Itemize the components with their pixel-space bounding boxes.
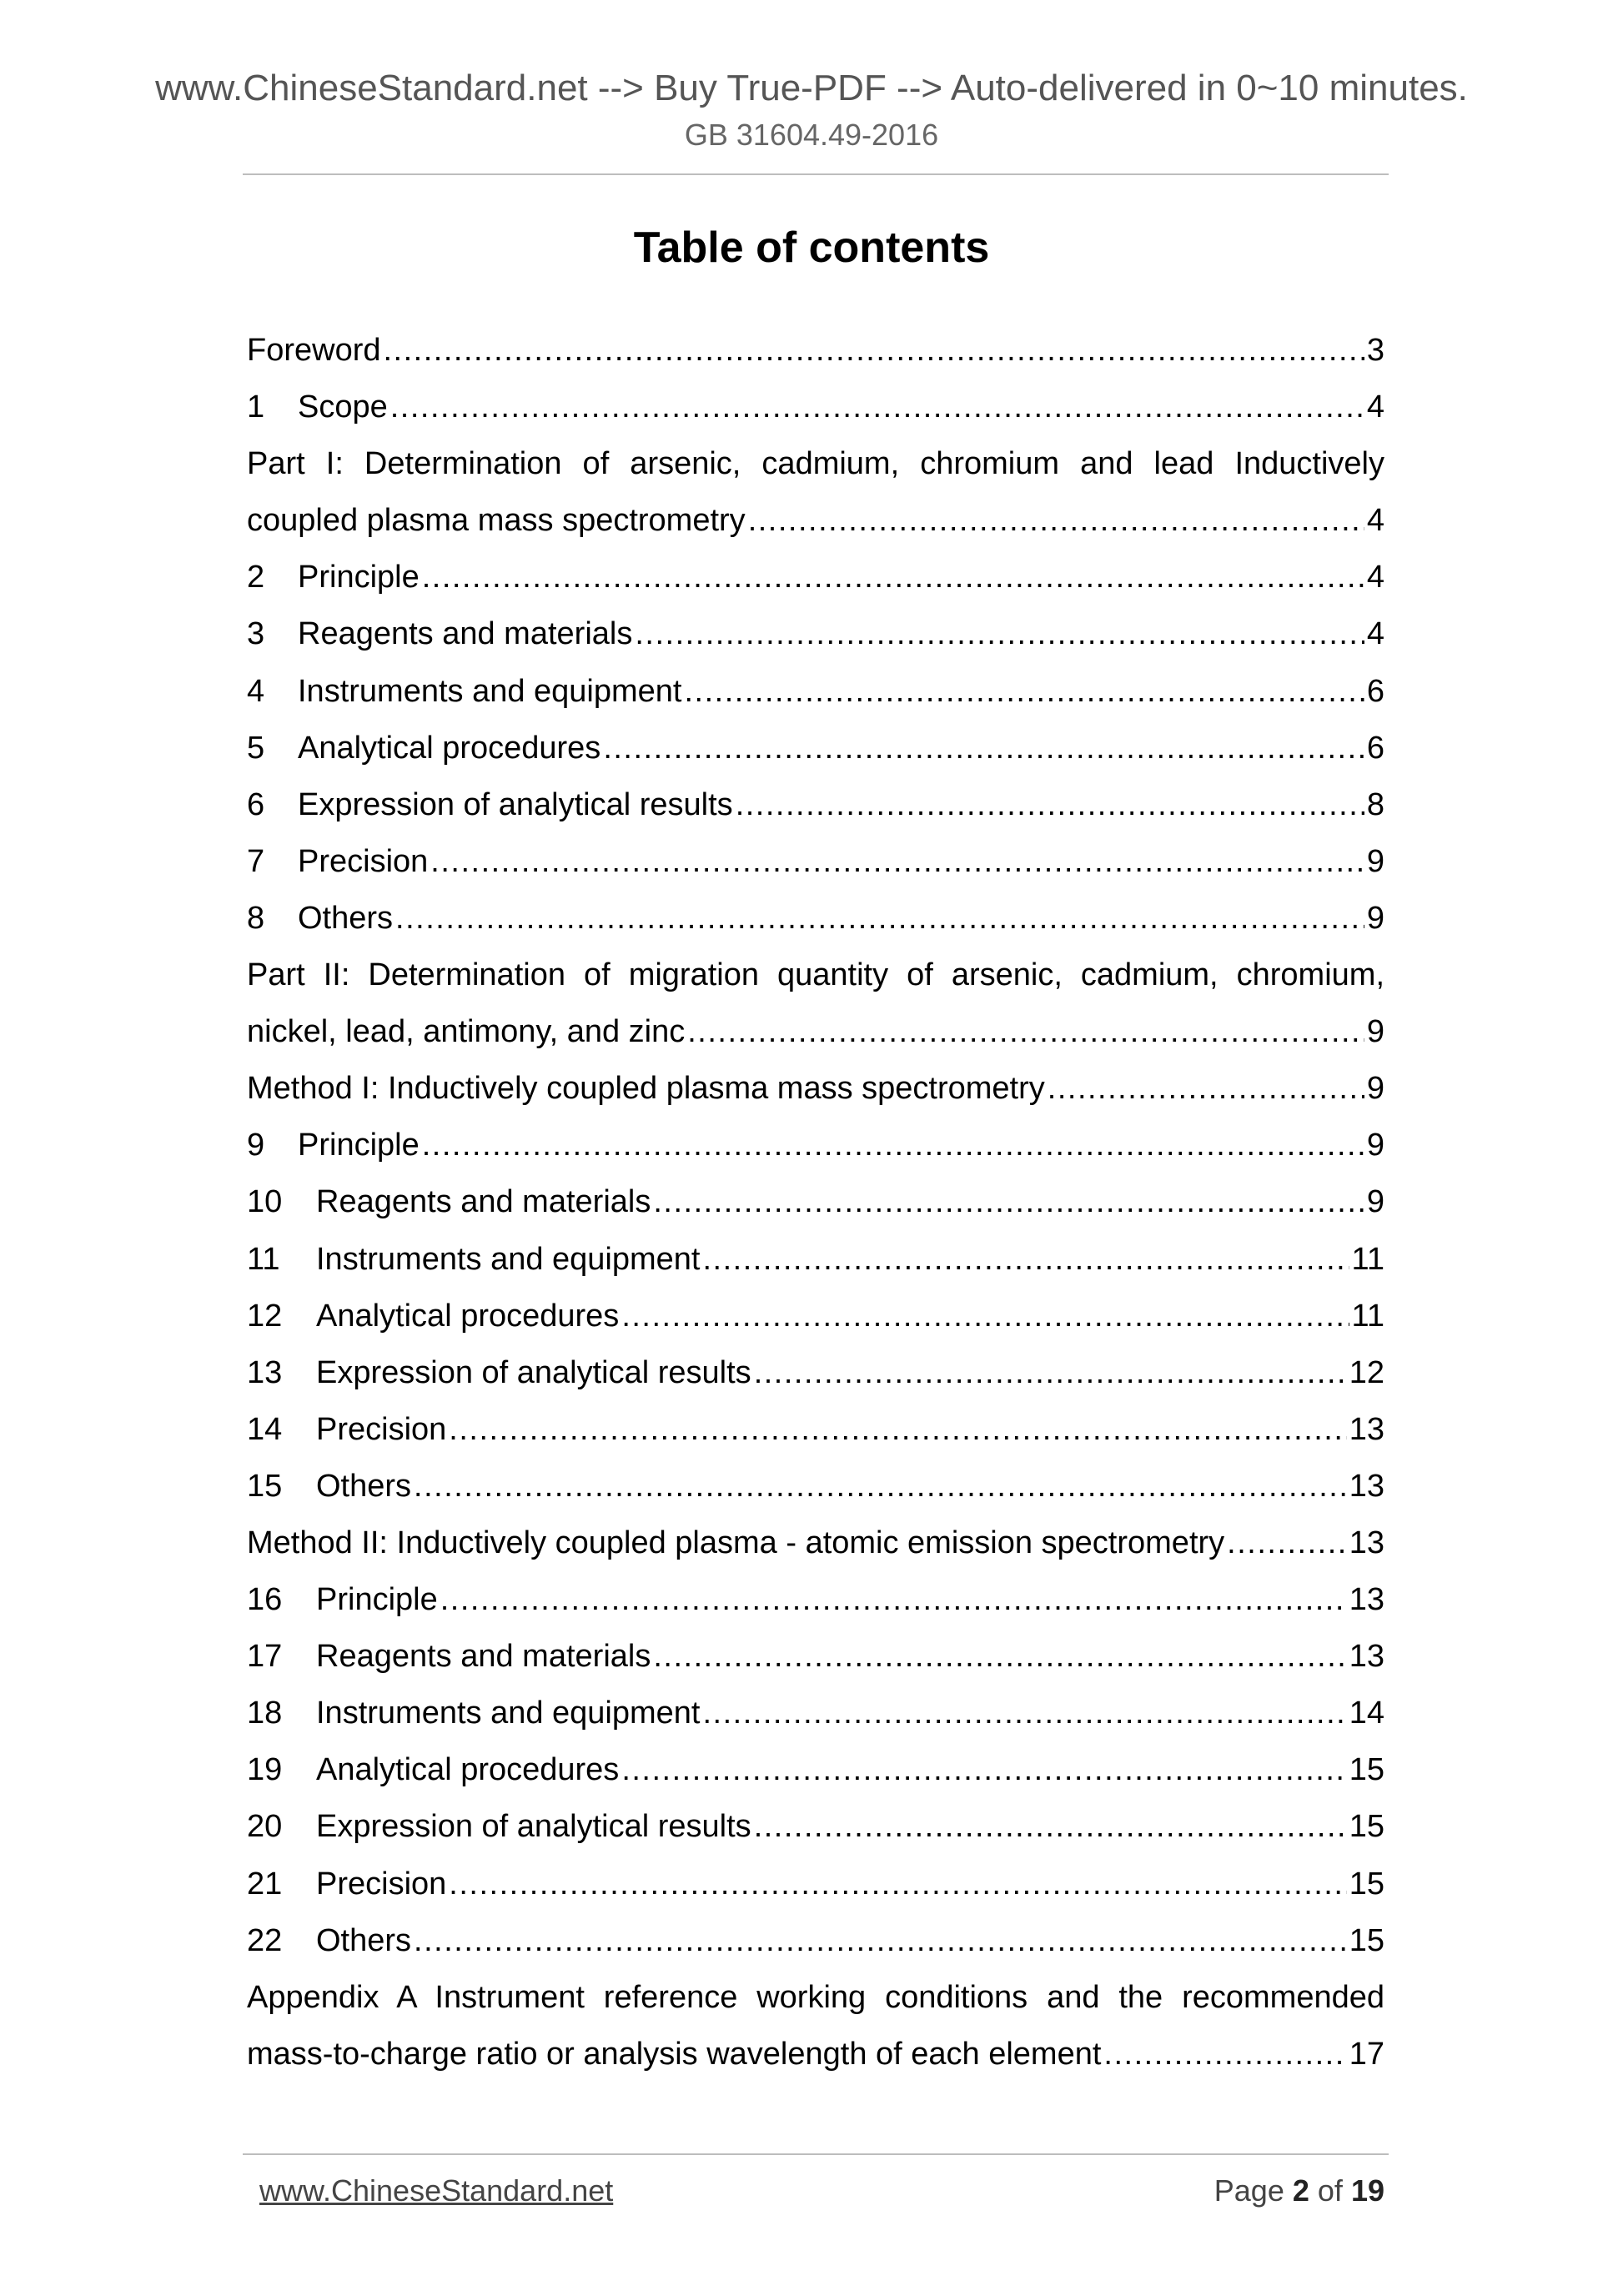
toc-dot-leader xyxy=(395,890,1364,947)
document-code: GB 31604.49-2016 xyxy=(684,118,939,152)
toc-entry-page: 9 xyxy=(1366,1071,1384,1107)
toc-dot-leader xyxy=(653,1173,1364,1230)
toc-entry[interactable] xyxy=(247,1458,1384,1515)
toc-dot-leader xyxy=(703,1231,1349,1288)
toc-dot-leader xyxy=(1103,2026,1346,2082)
toc-entry-title: Analytical procedures xyxy=(316,1752,620,1788)
toc-entry-title: Scope xyxy=(298,389,388,425)
toc-entry-number: 7 xyxy=(247,843,265,879)
footer-divider xyxy=(243,2153,1389,2155)
toc-dot-leader xyxy=(414,1458,1347,1515)
toc-entry-page: 4 xyxy=(1366,560,1384,595)
toc-entry-page: 14 xyxy=(1349,1696,1384,1731)
toc-entry-number: 9 xyxy=(247,1128,265,1163)
toc-entry-title: Method I: Inductively coupled plasma mass spectrometry xyxy=(247,1071,1045,1107)
toc-entry-number: 10 xyxy=(247,1184,283,1220)
toc-entry-title: Reagents and materials xyxy=(316,1639,651,1675)
toc-dot-leader xyxy=(635,605,1364,662)
toc-entry-number: 16 xyxy=(247,1582,283,1618)
toc-entry-page: 3 xyxy=(1366,333,1384,368)
page-total: 19 xyxy=(1350,2173,1384,2208)
toc-entry-page: 4 xyxy=(1366,503,1384,539)
toc-entry-number: 17 xyxy=(247,1639,283,1675)
toc-entry-wrapped-line[interactable]: Part II: Determination of migration quantity of arsenic, cadmium, chromium, xyxy=(247,957,1384,993)
toc-dot-leader xyxy=(748,492,1364,549)
toc-entry-title: Principle xyxy=(298,1128,420,1163)
page-prefix: Page xyxy=(1213,2173,1284,2208)
toc-entry-title: Method II: Inductively coupled plasma - atomic emission spectrometry xyxy=(247,1525,1225,1560)
toc-entry-page: 9 xyxy=(1366,1128,1384,1163)
toc-entry-title: Precision xyxy=(316,1411,447,1447)
toc-entry-wrapped-line[interactable]: Part I: Determination of arsenic, cadmium, chromium and lead Inductively xyxy=(247,446,1384,482)
toc-dot-leader xyxy=(414,1912,1347,1969)
toc-entry-number: 1 xyxy=(247,389,265,425)
toc-dot-leader xyxy=(422,549,1364,605)
toc-entry-number: 14 xyxy=(247,1411,283,1447)
toc-entry-number: 15 xyxy=(247,1468,283,1504)
toc-entry-page: 13 xyxy=(1349,1411,1384,1447)
toc-entry-title: Others xyxy=(316,1468,412,1504)
toc-entry-page: 11 xyxy=(1351,1298,1384,1334)
toc-dot-leader xyxy=(687,1003,1364,1060)
toc-dot-leader xyxy=(703,1685,1347,1741)
toc-dot-leader xyxy=(621,1288,1349,1344)
toc-entry-title: Precision xyxy=(298,843,429,879)
footer-website-link[interactable]: www.ChineseStandard.net xyxy=(259,2173,614,2208)
toc-entry[interactable] xyxy=(247,1798,1384,1855)
toc-entry-title: Instruments and equipment xyxy=(316,1241,701,1277)
toc-entry-title: Principle xyxy=(298,560,420,595)
page-current: 2 xyxy=(1292,2173,1309,2208)
toc-entry-page: 15 xyxy=(1349,1922,1384,1958)
toc-entry[interactable] xyxy=(247,1685,1384,1741)
toc-entry[interactable] xyxy=(247,322,1384,379)
toc-entry-title: Expression of analytical results xyxy=(316,1354,751,1390)
table-of-contents xyxy=(247,322,1384,2082)
toc-dot-leader xyxy=(603,720,1364,776)
toc-entry-title: Others xyxy=(316,1922,412,1958)
toc-entry[interactable] xyxy=(247,1856,1384,1912)
toc-entry[interactable] xyxy=(247,1003,1384,1060)
toc-entry[interactable] xyxy=(247,1288,1384,1344)
page-number xyxy=(1214,2173,1384,2209)
toc-entry-number: 11 xyxy=(247,1241,280,1277)
toc-entry-title: Reagents and materials xyxy=(298,616,633,652)
toc-entry-number: 20 xyxy=(247,1809,283,1845)
toc-dot-leader xyxy=(754,1798,1347,1855)
toc-entry-title: Instruments and equipment xyxy=(316,1696,701,1731)
toc-entry-title: Foreword xyxy=(247,333,381,368)
toc-entry-page: 11 xyxy=(1351,1241,1384,1277)
toc-entry-page: 8 xyxy=(1366,786,1384,822)
toc-entry-page: 9 xyxy=(1366,843,1384,879)
toc-entry[interactable] xyxy=(247,549,1384,605)
toc-entry-page: 9 xyxy=(1366,1014,1384,1050)
toc-entry-title: Expression of analytical results xyxy=(316,1809,751,1845)
header-banner: www.ChineseStandard.net --> Buy True-PDF --> Auto-delivered in 0~10 minutes. xyxy=(155,68,1468,108)
toc-entry-page: 12 xyxy=(1349,1354,1384,1390)
toc-entry-number: 2 xyxy=(247,560,265,595)
toc-entry-number: 8 xyxy=(247,900,265,936)
toc-entry-title: nickel, lead, antimony, and zinc xyxy=(247,1014,686,1050)
toc-entry-page: 4 xyxy=(1366,616,1384,652)
toc-entry[interactable] xyxy=(247,833,1384,890)
toc-entry[interactable] xyxy=(247,1515,1384,1571)
toc-entry-page: 13 xyxy=(1349,1639,1384,1675)
toc-entry-title: Principle xyxy=(316,1582,438,1618)
toc-entry-page: 17 xyxy=(1349,2036,1384,2072)
toc-entry-number: 21 xyxy=(247,1866,283,1902)
toc-dot-leader xyxy=(754,1344,1347,1401)
toc-entry-title: Analytical procedures xyxy=(298,730,601,766)
toc-entry[interactable] xyxy=(247,1628,1384,1685)
toc-entry-wrapped-line[interactable]: Appendix A Instrument reference working conditions and the recommended xyxy=(247,1979,1384,2015)
toc-entry-title: Expression of analytical results xyxy=(298,786,733,822)
toc-dot-leader xyxy=(736,776,1364,833)
toc-entry-page: 9 xyxy=(1366,1184,1384,1220)
toc-entry[interactable] xyxy=(247,1344,1384,1401)
toc-entry[interactable] xyxy=(247,1912,1384,1969)
toc-entry[interactable] xyxy=(247,1060,1384,1117)
toc-entry-number: 3 xyxy=(247,616,265,652)
toc-dot-leader xyxy=(390,379,1364,435)
toc-dot-leader xyxy=(422,1117,1364,1173)
toc-entry-number: 6 xyxy=(247,786,265,822)
toc-entry-title: Others xyxy=(298,900,394,936)
toc-dot-leader xyxy=(384,322,1364,379)
toc-entry-title: Precision xyxy=(316,1866,447,1902)
toc-entry-page: 15 xyxy=(1349,1866,1384,1902)
toc-entry-title: mass-to-charge ratio or analysis wavelength of each element xyxy=(247,2036,1102,2072)
toc-dot-leader xyxy=(1227,1515,1347,1571)
toc-entry-page: 15 xyxy=(1349,1752,1384,1788)
toc-dot-leader xyxy=(653,1628,1346,1685)
toc-entry[interactable] xyxy=(247,720,1384,776)
toc-entry[interactable] xyxy=(247,1401,1384,1458)
toc-entry[interactable] xyxy=(247,776,1384,833)
toc-entry-title: coupled plasma mass spectrometry xyxy=(247,503,746,539)
toc-dot-leader xyxy=(621,1741,1346,1798)
toc-dot-leader xyxy=(685,663,1364,720)
page-sep: of xyxy=(1317,2173,1343,2208)
toc-dot-leader xyxy=(449,1856,1346,1912)
toc-entry[interactable] xyxy=(247,2026,1384,2082)
toc-entry[interactable] xyxy=(247,1173,1384,1230)
page-title: Table of contents xyxy=(633,224,990,272)
toc-entry[interactable] xyxy=(247,379,1384,435)
toc-entry[interactable] xyxy=(247,1571,1384,1628)
toc-entry[interactable] xyxy=(247,1117,1384,1173)
toc-dot-leader xyxy=(430,833,1364,890)
toc-entry-page: 15 xyxy=(1349,1809,1384,1845)
toc-entry-number: 12 xyxy=(247,1298,283,1334)
toc-entry-number: 13 xyxy=(247,1354,283,1390)
toc-entry-page: 4 xyxy=(1366,389,1384,425)
toc-entry-page: 13 xyxy=(1349,1582,1384,1618)
toc-entry-title: Instruments and equipment xyxy=(298,673,682,709)
toc-entry-page: 6 xyxy=(1366,673,1384,709)
toc-entry[interactable] xyxy=(247,663,1384,720)
toc-entry-number: 5 xyxy=(247,730,265,766)
toc-entry-page: 9 xyxy=(1366,900,1384,936)
toc-entry-title: Analytical procedures xyxy=(316,1298,620,1334)
toc-dot-leader xyxy=(440,1571,1347,1628)
toc-entry-page: 13 xyxy=(1349,1525,1384,1560)
toc-entry-number: 22 xyxy=(247,1922,283,1958)
toc-entry-title: Reagents and materials xyxy=(316,1184,651,1220)
toc-entry[interactable] xyxy=(247,492,1384,549)
toc-entry-number: 18 xyxy=(247,1696,283,1731)
toc-entry[interactable] xyxy=(247,1231,1384,1288)
toc-entry-number: 4 xyxy=(247,673,265,709)
toc-entry[interactable] xyxy=(247,1741,1384,1798)
toc-entry[interactable] xyxy=(247,890,1384,947)
toc-entry-number: 19 xyxy=(247,1752,283,1788)
toc-dot-leader xyxy=(449,1401,1346,1458)
toc-entry-page: 6 xyxy=(1366,730,1384,766)
toc-entry[interactable] xyxy=(247,605,1384,662)
toc-entry-page: 13 xyxy=(1349,1468,1384,1504)
toc-dot-leader xyxy=(1048,1060,1364,1117)
header-divider xyxy=(243,173,1389,175)
